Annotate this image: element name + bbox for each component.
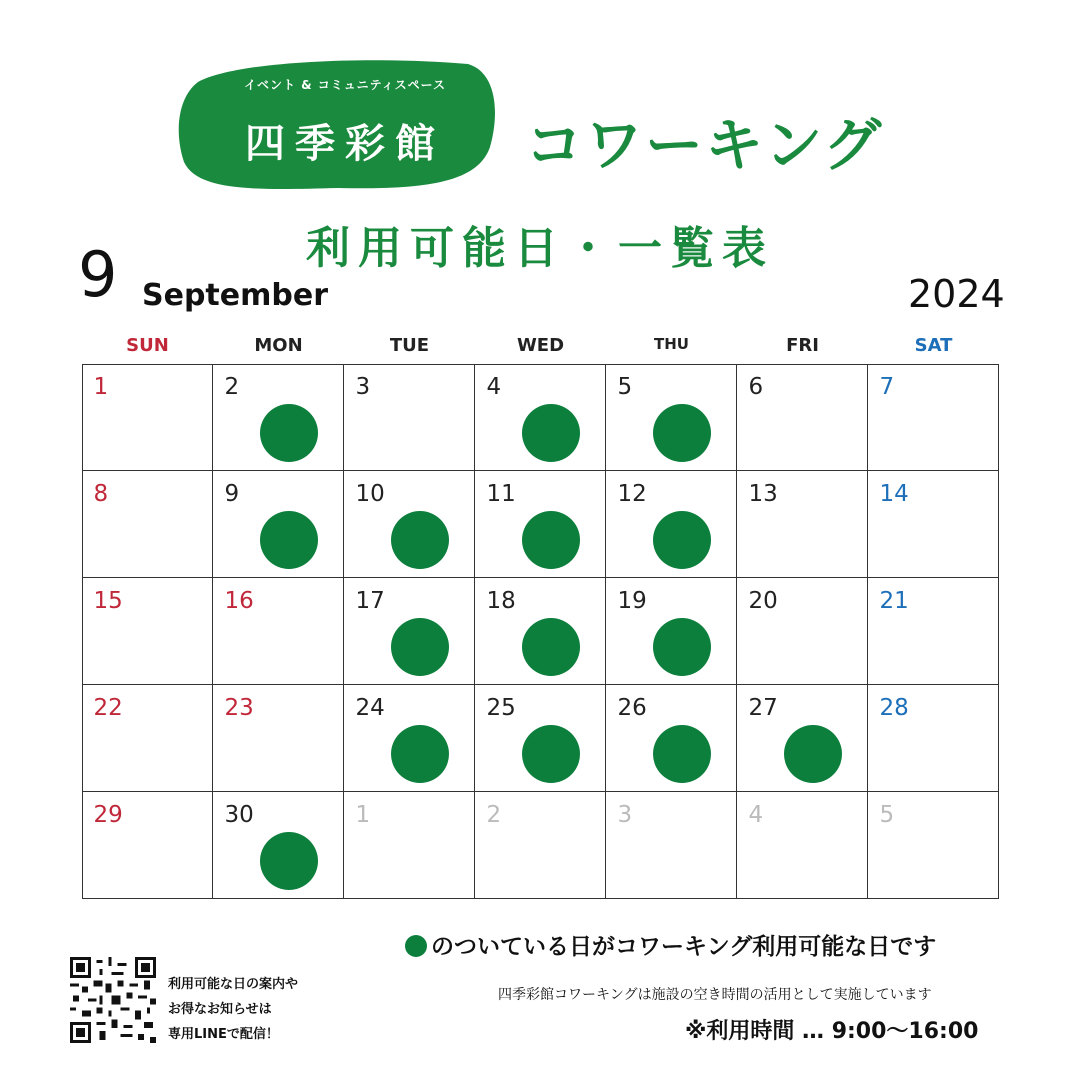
month-number: 9 [78, 238, 118, 311]
weekday-tue: TUE [389, 335, 430, 356]
day-number: 7 [879, 373, 895, 400]
logo-name: 四季彩館 [245, 121, 445, 167]
calendar-day [344, 471, 475, 578]
day-number: 2 [224, 373, 240, 400]
available-dot-icon [260, 511, 318, 569]
calendar-day [868, 578, 999, 685]
calendar-day [868, 792, 999, 899]
calendar-day [475, 471, 606, 578]
day-number: 11 [486, 480, 516, 507]
available-dot-icon [653, 618, 711, 676]
day-number: 20 [748, 587, 778, 614]
legend-note [405, 928, 936, 961]
calendar-day [475, 578, 606, 685]
calendar-day [344, 364, 475, 471]
available-dot-icon [391, 725, 449, 783]
calendar-day [606, 578, 737, 685]
available-dot-icon [260, 832, 318, 890]
calendar-day [606, 792, 737, 899]
line-info-2: お得なお知らせは [168, 1002, 272, 1017]
calendar-day [82, 578, 213, 685]
available-dot-icon [522, 725, 580, 783]
calendar-day [868, 685, 999, 792]
available-dot-icon [653, 404, 711, 462]
day-number: 19 [617, 587, 647, 614]
available-dot-icon [653, 511, 711, 569]
available-dot-icon [391, 618, 449, 676]
day-number: 1 [355, 801, 371, 828]
day-number: 16 [224, 587, 254, 614]
available-dot-icon [405, 935, 427, 957]
day-number: 29 [93, 801, 123, 828]
month-name: September [142, 278, 328, 313]
calendar-day [82, 364, 213, 471]
calendar-day [737, 471, 868, 578]
calendar-day [475, 792, 606, 899]
calendar-day [82, 685, 213, 792]
calendar-day [868, 364, 999, 471]
day-number: 2 [486, 801, 502, 828]
weekday-sat: SAT [914, 335, 953, 356]
day-number: 3 [617, 801, 633, 828]
day-number: 27 [748, 694, 778, 721]
line-info-3: 専用LINEで配信！ [168, 1027, 279, 1042]
day-number: 12 [617, 480, 647, 507]
qr-code-icon[interactable] [70, 957, 156, 1043]
day-number: 23 [224, 694, 254, 721]
page-subtitle: 利用可能日・一覧表 [306, 223, 774, 274]
calendar-day [344, 792, 475, 899]
weekday-mon: MON [254, 335, 303, 356]
year: 2024 [908, 272, 1005, 316]
available-dot-icon [653, 725, 711, 783]
calendar-day [213, 685, 344, 792]
day-number: 14 [879, 480, 909, 507]
day-number: 22 [93, 694, 123, 721]
logo-subtitle: イベント & コミュニティスペース [243, 78, 447, 92]
weekday-thu: THU [654, 335, 689, 353]
service-title: コワーキング [525, 111, 884, 179]
day-number: 9 [224, 480, 240, 507]
calendar-day [868, 471, 999, 578]
calendar-day [344, 685, 475, 792]
legend-text: のついている日がコワーキング利用可能な日です [431, 934, 937, 960]
day-number: 4 [486, 373, 502, 400]
available-dot-icon [260, 404, 318, 462]
day-number: 17 [355, 587, 385, 614]
calendar-day [737, 364, 868, 471]
calendar-day [82, 792, 213, 899]
calendar-day [606, 685, 737, 792]
day-number: 30 [224, 801, 254, 828]
calendar-day [606, 364, 737, 471]
day-number: 26 [617, 694, 647, 721]
hours-note: ※利用時間 … 9:00〜16:00 [685, 1019, 979, 1044]
calendar-day [213, 471, 344, 578]
weekday-wed: WED [516, 335, 565, 356]
calendar-day [213, 578, 344, 685]
weekday-sun: SUN [126, 335, 169, 356]
day-number: 6 [748, 373, 764, 400]
calendar-day [475, 685, 606, 792]
day-number: 10 [355, 480, 385, 507]
day-number: 3 [355, 373, 371, 400]
calendar-day [213, 792, 344, 899]
calendar-day [737, 792, 868, 899]
day-number: 1 [93, 373, 109, 400]
available-dot-icon [522, 404, 580, 462]
day-number: 8 [93, 480, 109, 507]
day-number: 18 [486, 587, 516, 614]
available-dot-icon [522, 618, 580, 676]
day-number: 24 [355, 694, 385, 721]
day-number: 28 [879, 694, 909, 721]
calendar-day [737, 578, 868, 685]
day-number: 5 [617, 373, 633, 400]
day-number: 4 [748, 801, 764, 828]
calendar-day [213, 364, 344, 471]
day-number: 21 [879, 587, 909, 614]
calendar-day [344, 578, 475, 685]
line-info-1: 利用可能な日の案内や [168, 977, 299, 992]
day-number: 5 [879, 801, 895, 828]
weekday-fri: FRI [786, 335, 819, 356]
calendar-day [606, 471, 737, 578]
description-note: 四季彩館コワーキングは施設の空き時間の活用として実施しています [498, 987, 932, 1003]
day-number: 13 [748, 480, 778, 507]
calendar-day [737, 685, 868, 792]
calendar-grid [82, 364, 999, 898]
line-info [168, 972, 298, 1047]
available-dot-icon [522, 511, 580, 569]
day-number: 25 [486, 694, 516, 721]
calendar-day [82, 471, 213, 578]
available-dot-icon [391, 511, 449, 569]
available-dot-icon [784, 725, 842, 783]
calendar-day [475, 364, 606, 471]
day-number: 15 [93, 587, 123, 614]
